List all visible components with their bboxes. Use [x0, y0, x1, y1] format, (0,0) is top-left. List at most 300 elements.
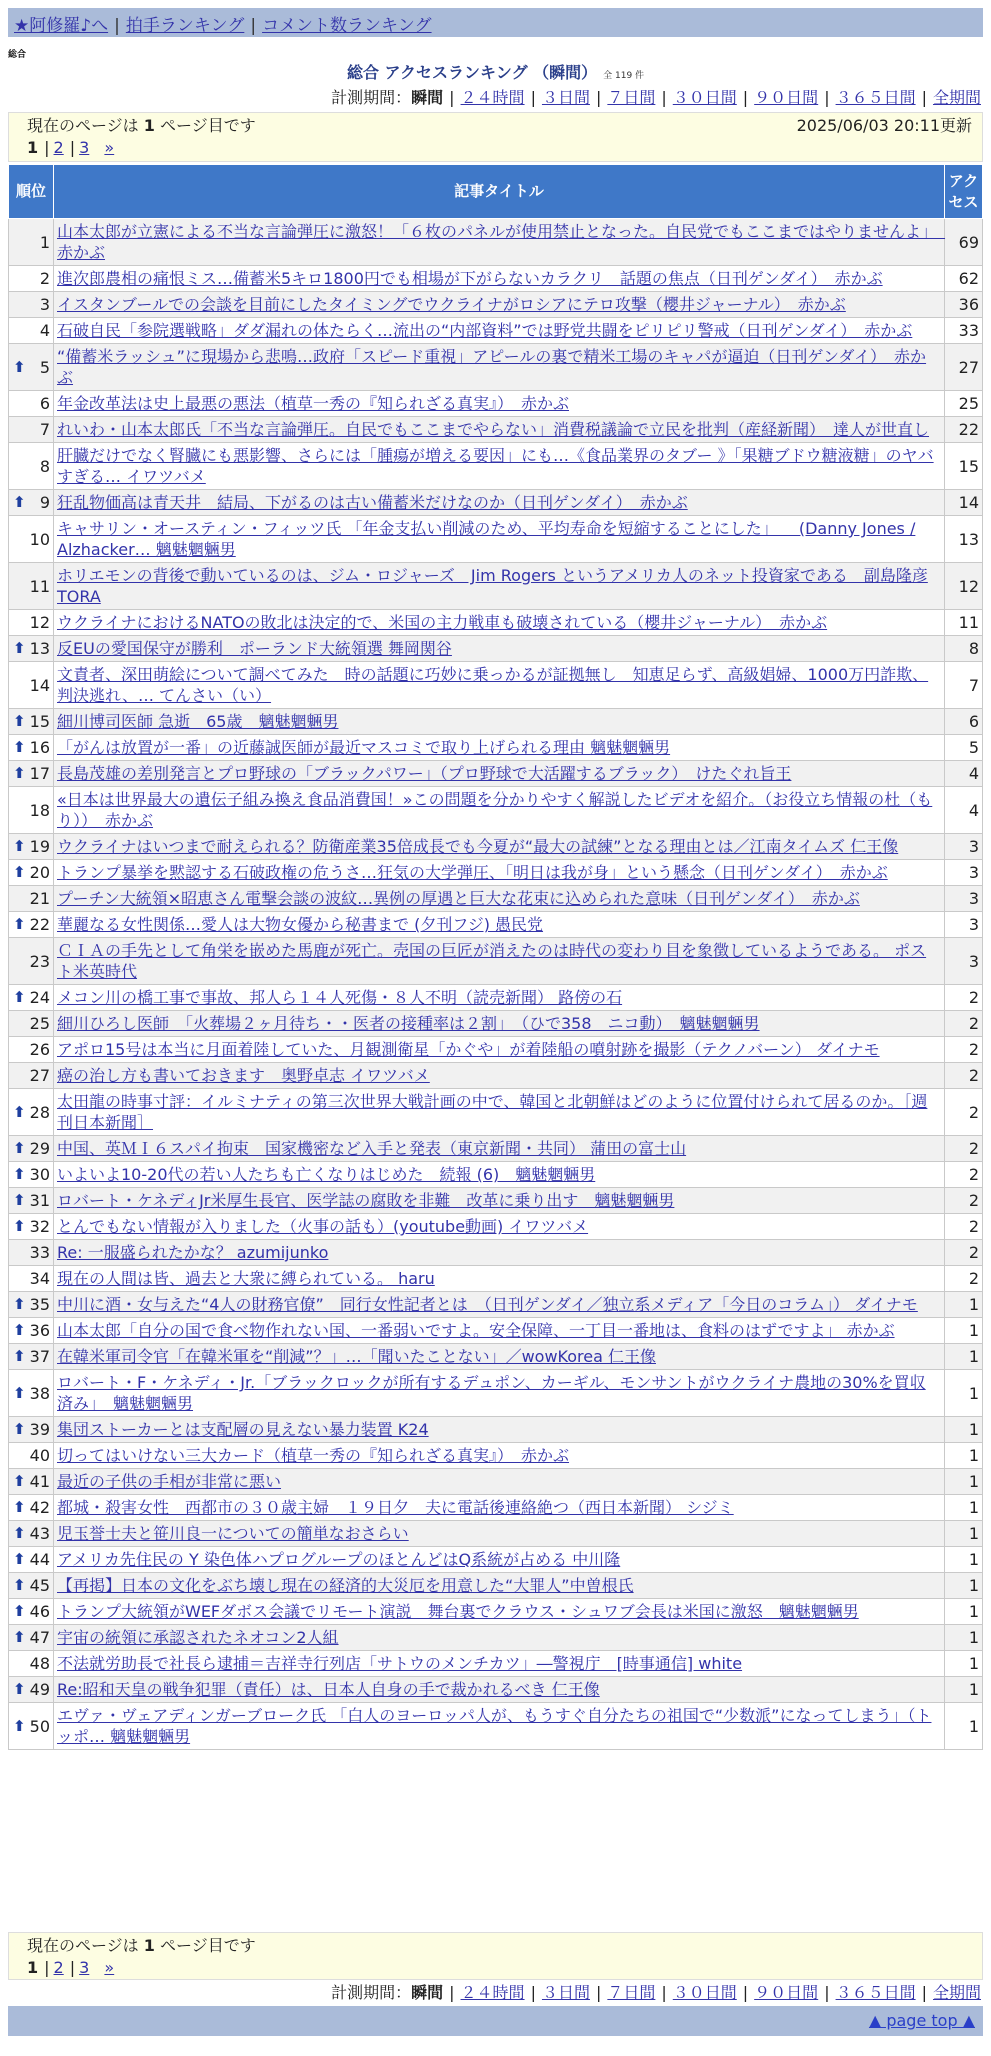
table-row [9, 1136, 983, 1162]
bottom-bar [8, 2006, 983, 2036]
article-title-link[interactable]: 「がんは放置が一番」の近藤誠医師が最近マスコミで取り上げられる理由 魑魅魍魎男 [57, 738, 671, 757]
period-separator: | [921, 1983, 927, 2002]
article-title-link[interactable]: ロバート・ケネディJr米厚生長官、医学誌の腐敗を非難 改革に乗り出す 魑魅魍魎男 [57, 1191, 675, 1210]
article-title-link[interactable]: プーチン大統領×昭恵さん電撃会談の波紋…異例の厚遇と巨大な花束に込められた意味（日刊ゲンダイ） 赤かぶ [57, 889, 860, 908]
article-title-link[interactable]: 都城・殺害女性 西都市の３０歳主婦 １９日夕 夫に電話後連絡絶つ（西日本新聞） シジミ [57, 1498, 734, 1517]
arrow-up-icon: ⬆ [13, 357, 26, 376]
rank-cell [9, 735, 54, 761]
rank-cell [9, 662, 54, 709]
updated-timestamp: 2025/06/03 20:11更新 [796, 116, 972, 135]
pager-status-page: 1 [143, 116, 155, 135]
article-title-link[interactable]: 児玉誉士夫と笹川良一についての簡単なおさらい [57, 1524, 409, 1543]
article-title-link[interactable]: Re:昭和天皇の戦争犯罪（責任）は、日本人自身の手で裁かれるべき 仁王像 [57, 1680, 600, 1699]
table-row [9, 1703, 983, 1750]
arrow-up-icon: ⬆ [13, 712, 26, 730]
page-separator: | [44, 1958, 50, 1977]
page-link-2[interactable]: 2 [53, 1958, 64, 1977]
period-separator: | [530, 88, 536, 107]
title-cell [54, 709, 945, 735]
article-title-link[interactable]: 肝臓だけでなく腎臓にも悪影響、さらには「腫瘍が増える要因」にも…《食品業界のタブー 》「果糖ブドウ糖液糖」のヤバすぎる… イワツバメ [57, 446, 934, 486]
access-count: 2 [945, 1214, 983, 1240]
period-link-1[interactable]: ３日間 [541, 1983, 590, 2002]
rank-number: 15 [29, 712, 50, 731]
pager-status-post: ページ目です [160, 1936, 256, 1955]
table-row [9, 1188, 983, 1214]
table-row [9, 1089, 983, 1136]
rank-number: 50 [29, 1716, 50, 1736]
period-link-5[interactable]: ３６５日間 [835, 88, 916, 107]
rank-cell [9, 443, 54, 490]
title-cell [54, 1162, 945, 1188]
access-count: 2 [945, 1136, 983, 1162]
period-link-4[interactable]: ９０日間 [754, 88, 819, 107]
arrow-up-icon: ⬆ [13, 988, 26, 1006]
header-rank: 順位 [9, 165, 54, 219]
article-title-link[interactable]: 現在の人間は皆、過去と大衆に縛られている。 haru [57, 1269, 435, 1288]
page-separator: | [69, 138, 76, 157]
access-count: 1 [945, 1521, 983, 1547]
article-title-link[interactable]: 文責者、深田萌絵について調べてみた 時の話題に巧妙に乗っかるが証拠無し 知恵足らず、高級娼婦、1000万円詐欺、判決逃れ、… てんさい（い） [57, 665, 929, 705]
access-count: 7 [945, 662, 983, 709]
article-title-link[interactable]: 進次郎農相の痛恨ミス…備蓄米5キロ1800円でも相場が下がらないカラクリ 話題の焦点（日刊ゲンダイ） 赤かぶ [57, 269, 883, 288]
access-count: 15 [945, 443, 983, 490]
rank-cell [9, 1469, 54, 1495]
page-current: 1 [27, 1958, 39, 1977]
table-row [9, 318, 983, 344]
title-cell [54, 662, 945, 709]
article-title-link[interactable]: 【再掲】日本の文化をぶち壊し現在の経済的大災厄を用意した“大罪人”中曽根氏 [57, 1576, 634, 1595]
page-next-link[interactable]: » [104, 138, 115, 157]
article-title-link[interactable]: «日本は世界最大の遺伝子組み換え食品消費国！»この問題を分かりやすく解説したビデオを紹介。（お役立ち情報の杜（もり）） 赤かぶ [57, 790, 933, 830]
title-cell [54, 860, 945, 886]
rank-cell [9, 1214, 54, 1240]
arrow-up-icon: ⬆ [13, 1602, 26, 1620]
rank-number: 49 [29, 1680, 50, 1699]
article-title-link[interactable]: 狂乱物価高は青天井 結局、下がるのは古い備蓄米だけなのか（日刊ゲンダイ） 赤かぶ [57, 493, 688, 512]
rank-number: 34 [29, 1269, 50, 1288]
page-next-link[interactable]: » [104, 1958, 115, 1977]
article-title-link[interactable]: 細川博司医師 急逝 65歳 魑魅魍魎男 [57, 712, 339, 731]
rank-cell [9, 1599, 54, 1625]
table-row [9, 266, 983, 292]
article-title-link[interactable]: 集団ストーカーとは支配層の見えない暴力装置 K24 [57, 1420, 429, 1439]
title-cell [54, 1573, 945, 1599]
rank-cell [9, 1318, 54, 1344]
period-link-2[interactable]: ７日間 [607, 1983, 656, 2002]
article-title-link[interactable]: ホリエモンの背後で動いているのは、ジム・ロジャーズ Jim Rogers というアメリカ人のネット投資家である 副島隆彦 TORA [57, 566, 928, 606]
article-title-link[interactable]: 年金改革法は史上最悪の悪法（植草一秀の『知られざる真実』） 赤かぶ [57, 394, 570, 413]
total-count: 全 119 件 [603, 71, 645, 81]
article-title-link[interactable]: メコン川の橋工事で事故、邦人ら１４人死傷・８人不明（読売新聞） 路傍の石 [57, 988, 623, 1007]
title-cell [54, 563, 945, 610]
table-row [9, 1162, 983, 1188]
rank-cell [9, 1344, 54, 1370]
title-cell [54, 886, 945, 912]
table-row [9, 1677, 983, 1703]
rank-number: 1 [39, 232, 50, 252]
article-title-link[interactable]: れいわ・山本太郎氏「不当な言論弾圧。自民でもここまでやらない」消費税議論で立民を批判（産経新聞） 達人が世直し [57, 420, 930, 439]
table-row [9, 1292, 983, 1318]
arrow-up-icon: ⬆ [13, 1628, 26, 1646]
rank-cell [9, 1188, 54, 1214]
article-title-link[interactable]: いよいよ10-20代の若い人たちも亡くなりはじめた 続報 (6) 魑魅魍魎男 [57, 1165, 596, 1184]
rank-number: 45 [29, 1576, 50, 1595]
rank-cell [9, 318, 54, 344]
period-link-4[interactable]: ９０日間 [754, 1983, 819, 2002]
article-title-link[interactable]: アメリカ先住民の Y 染色体ハプログループのほとんどはQ系統が占める 中川隆 [57, 1550, 621, 1569]
title-cell [54, 266, 945, 292]
table-row [9, 985, 983, 1011]
ranking-title-text: 総合 アクセスランキング （瞬間） [346, 63, 598, 82]
rank-cell [9, 938, 54, 985]
access-count: 1 [945, 1292, 983, 1318]
period-separator: | [661, 88, 667, 107]
rank-number: 25 [29, 1014, 50, 1033]
access-count: 1 [945, 1344, 983, 1370]
access-count: 1 [945, 1318, 983, 1344]
rank-cell [9, 1521, 54, 1547]
access-count: 4 [945, 787, 983, 834]
arrow-up-icon: ⬆ [13, 1472, 26, 1490]
header-access: アクセス [945, 165, 983, 219]
access-count: 1 [945, 1370, 983, 1417]
rank-number: 17 [29, 764, 50, 783]
arrow-up-icon: ⬆ [13, 1524, 26, 1542]
rank-number: 40 [29, 1446, 50, 1465]
access-count: 2 [945, 1240, 983, 1266]
article-title-link[interactable]: トランプ暴挙を黙認する石破政権の危うさ…狂気の大学弾圧、「明日は我が身」という懸念（日刊ゲンダイ） 赤かぶ [57, 863, 888, 882]
period-link-6[interactable]: 全期間 [932, 1983, 981, 2002]
pager-status-pre: 現在のページは [27, 116, 139, 135]
article-title-link[interactable]: エヴァ・ヴェアディンガーブローク氏 「白人のヨーロッパ人が、もうすぐ自分たちの祖国で“少数派”になってしまう」（トッポ… 魑魅魍魎男 [57, 1706, 932, 1746]
arrow-up-icon: ⬆ [13, 1498, 26, 1516]
period-separator: | [824, 1983, 830, 2002]
rank-cell [9, 709, 54, 735]
period-link-6[interactable]: 全期間 [932, 88, 981, 107]
access-count: 1 [945, 1443, 983, 1469]
article-title-link[interactable]: ウクライナはいつまで耐えられる？防衛産業35倍成長でも今夏が“最大の試練”となる理由とは／江南タイムズ 仁王像 [57, 837, 899, 856]
home-link[interactable]: ★阿修羅♪へ [14, 16, 109, 36]
table-row [9, 1214, 983, 1240]
title-cell [54, 761, 945, 787]
period-separator: | [661, 1983, 667, 2002]
rank-number: 6 [39, 394, 50, 413]
table-row [9, 219, 983, 266]
access-count: 22 [945, 417, 983, 443]
title-cell [54, 1089, 945, 1136]
period-separator: | [530, 1983, 536, 2002]
access-count: 33 [945, 318, 983, 344]
page-link-2[interactable]: 2 [53, 138, 64, 157]
table-row [9, 1469, 983, 1495]
article-title-link[interactable]: 反EUの愛国保守が勝利 ポーランド大統領選 舞岡関谷 [57, 639, 452, 658]
access-count: 2 [945, 1063, 983, 1089]
article-title-link[interactable]: イスタンブールでの会談を目前にしたタイミングでウクライナがロシアにテロ攻撃（櫻井ジャーナル） 赤かぶ [57, 295, 846, 314]
table-row [9, 1573, 983, 1599]
title-cell [54, 1521, 945, 1547]
rank-number: 10 [29, 529, 50, 549]
rank-cell [9, 1573, 54, 1599]
title-cell [54, 443, 945, 490]
article-title-link[interactable]: Re: 一服盛られたかな？ azumijunko [57, 1243, 329, 1262]
rank-number: 14 [29, 675, 50, 695]
title-cell [54, 1625, 945, 1651]
rank-number: 4 [39, 321, 50, 340]
arrow-up-icon: ⬆ [13, 1680, 26, 1698]
period-link-0[interactable]: ２４時間 [460, 1983, 525, 2002]
access-count: 2 [945, 1162, 983, 1188]
table-row [9, 516, 983, 563]
rank-cell [9, 1162, 54, 1188]
category-label: 総合 [8, 50, 27, 60]
rank-cell [9, 292, 54, 318]
period-separator: | [921, 88, 927, 107]
table-row [9, 344, 983, 391]
table-row [9, 912, 983, 938]
article-title-link[interactable]: 細川ひろし医師 「火葬場２ヶ月待ち・・医者の接種率は２割」 （ひで358 ニコ動） 魑魅魍魎男 [57, 1014, 760, 1033]
arrow-up-icon: ⬆ [13, 1576, 26, 1594]
article-title-link[interactable]: 山本太郎が立憲による不当な言論弾圧に激怒！「６枚のパネルが使用禁止となった。自民党でもここまではやりませんよ」 赤かぶ [57, 222, 946, 262]
access-count: 3 [945, 860, 983, 886]
page-link-3[interactable]: 3 [79, 138, 90, 157]
title-cell [54, 1469, 945, 1495]
table-row [9, 1318, 983, 1344]
rank-cell [9, 1292, 54, 1318]
access-count: 1 [945, 1703, 983, 1750]
pager-status-row [27, 1935, 972, 1957]
rank-cell [9, 761, 54, 787]
period-current: 瞬間 [411, 88, 444, 107]
access-count: 2 [945, 1011, 983, 1037]
table-row [9, 938, 983, 985]
rank-number: 39 [29, 1420, 50, 1439]
article-title-link[interactable]: 山本太郎「自分の国で食べ物作れない国、一番弱いですよ。安全保障、一丁目一番地は、食料のはずですよ」 赤かぶ [57, 1321, 895, 1340]
table-row [9, 636, 983, 662]
title-cell [54, 1344, 945, 1370]
period-link-3[interactable]: ３０日間 [672, 88, 737, 107]
arrow-up-icon: ⬆ [13, 738, 26, 756]
arrow-up-icon: ⬆ [13, 1139, 26, 1157]
period-selector-top [331, 85, 981, 108]
arrow-up-icon: ⬆ [13, 1102, 26, 1121]
rank-number: 36 [29, 1321, 50, 1340]
article-title-link[interactable]: 在韓米軍司令官「在韓米軍を“削減”？」…「聞いたことない」／wowKorea 仁王像 [57, 1347, 656, 1366]
arrow-up-icon: ⬆ [13, 1165, 26, 1183]
access-count: 2 [945, 1037, 983, 1063]
pager-links [27, 137, 972, 159]
rank-number: 33 [29, 1243, 50, 1262]
page-link-3[interactable]: 3 [79, 1958, 90, 1977]
table-row [9, 1417, 983, 1443]
article-title-link[interactable]: 長島茂雄の差別発言とプロ野球の「ブラックパワー」（プロ野球で大活躍するブラック） けたぐれ旨王 [57, 764, 792, 783]
period-separator: | [595, 88, 602, 107]
arrow-up-icon: ⬆ [13, 1191, 26, 1209]
title-cell [54, 1443, 945, 1469]
rank-cell [9, 787, 54, 834]
rank-cell [9, 1703, 54, 1750]
period-link-3[interactable]: ３０日間 [672, 1983, 737, 2002]
table-row [9, 735, 983, 761]
period-separator: | [742, 1983, 749, 2002]
period-separator: | [824, 88, 830, 107]
title-cell [54, 417, 945, 443]
period-link-2[interactable]: ７日間 [607, 88, 656, 107]
rank-cell [9, 912, 54, 938]
rank-cell [9, 886, 54, 912]
period-link-5[interactable]: ３６５日間 [835, 1983, 916, 2002]
article-title-link[interactable]: 不法就労助長で社長ら逮捕＝吉祥寺行列店「サトウのメンチカツ」―警視庁 [時事通信] white [57, 1654, 743, 1673]
access-count: 3 [945, 886, 983, 912]
article-title-link[interactable]: キャサリン・オースティン・フィッツ氏 「年金支払い削減のため、平均寿命を短縮することにした」 (Danny Jones / Alzhacker… 魑魅魍魎男 [57, 519, 916, 559]
rank-number: 35 [29, 1295, 50, 1314]
rank-number: 22 [29, 915, 50, 934]
table-row [9, 834, 983, 860]
rank-number: 38 [29, 1383, 50, 1403]
access-count: 11 [945, 610, 983, 636]
rank-cell [9, 1370, 54, 1417]
rank-number: 37 [29, 1347, 50, 1366]
access-count: 1 [945, 1651, 983, 1677]
clap-ranking-link[interactable]: 拍手ランキング [125, 16, 245, 36]
access-count: 14 [945, 490, 983, 516]
table-row [9, 1651, 983, 1677]
rank-cell [9, 860, 54, 886]
article-title-link[interactable]: ＣＩＡの手先として角栄を嵌めた馬鹿が死亡。売国の巨匠が消えたのは時代の変わり目を象徴しているようである。 ポスト米英時代 [57, 941, 927, 981]
rank-number: 23 [29, 951, 50, 971]
rank-number: 5 [39, 357, 50, 377]
table-row [9, 1063, 983, 1089]
table-row [9, 292, 983, 318]
rank-number: 47 [29, 1628, 50, 1647]
table-row [9, 1037, 983, 1063]
access-count: 1 [945, 1573, 983, 1599]
article-title-link[interactable]: トランプ大統領がWEFダボス会議でリモート演説 舞台裏でクラウス・シュワブ会長は米国に激怒 魑魅魍魎男 [57, 1602, 859, 1621]
rank-cell [9, 1443, 54, 1469]
rank-number: 20 [29, 863, 50, 882]
arrow-up-icon: ⬆ [13, 1716, 26, 1735]
pager-status-pre: 現在のページは [27, 1936, 139, 1955]
access-count: 1 [945, 1677, 983, 1703]
rank-number: 48 [29, 1654, 50, 1673]
rank-number: 16 [29, 738, 50, 757]
article-title-link[interactable]: 石破自民「参院選戦略」ダダ漏れの体たらく…流出の“内部資料”では野党共闘をピリピリ警戒（日刊ゲンダイ） 赤かぶ [57, 321, 913, 340]
rank-cell [9, 344, 54, 391]
title-cell [54, 344, 945, 391]
title-cell [54, 1063, 945, 1089]
table-row [9, 490, 983, 516]
table-row [9, 709, 983, 735]
comment-ranking-link[interactable]: コメント数ランキング [262, 16, 432, 36]
table-row [9, 1240, 983, 1266]
article-title-link[interactable]: 癌の治し方も書いておきます 奥野卓志 イワツバメ [57, 1066, 430, 1085]
rank-number: 12 [29, 613, 50, 632]
table-row [9, 1011, 983, 1037]
access-count: 36 [945, 292, 983, 318]
pager-links [27, 1957, 972, 1979]
page-separator: | [69, 1958, 76, 1977]
article-title-link[interactable]: ウクライナにおけるNATOの敗北は決定的で、米国の主力戦車も破壊されている（櫻井ジャーナル） 赤かぶ [57, 613, 828, 632]
ranking-table [8, 164, 983, 1750]
period-separator: | [449, 1983, 455, 2002]
table-row [9, 1625, 983, 1651]
title-cell [54, 1417, 945, 1443]
rank-number: 7 [39, 420, 50, 439]
period-separator: | [742, 88, 749, 107]
article-title-link[interactable]: とんでもない情報が入りました（火事の話も）(youtube動画) イワツバメ [57, 1217, 589, 1236]
rank-number: 31 [29, 1191, 50, 1210]
ranking-table-body [9, 219, 983, 1750]
access-count: 1 [945, 1625, 983, 1651]
rank-number: 44 [29, 1550, 50, 1569]
access-count: 1 [945, 1547, 983, 1573]
page-top-link[interactable]: ▲ page top ▲ [868, 2011, 975, 2030]
period-separator: | [595, 1983, 602, 2002]
access-count: 8 [945, 636, 983, 662]
access-count: 25 [945, 391, 983, 417]
access-count: 2 [945, 1188, 983, 1214]
article-title-link[interactable]: 太田龍の時事寸評：イルミナティの第三次世界大戦計画の中で、韓国と北朝鮮はどのように位置付けられて居るのか。［週刊日本新聞］ [57, 1092, 928, 1132]
article-title-link[interactable]: 中国、英ＭＩ６スパイ拘束 国家機密など入手と発表（東京新聞・共同） 蒲田の富士山 [57, 1139, 687, 1158]
arrow-up-icon: ⬆ [13, 1347, 26, 1365]
title-cell [54, 1214, 945, 1240]
rank-number: 43 [29, 1524, 50, 1543]
title-cell [54, 1037, 945, 1063]
title-cell [54, 1011, 945, 1037]
rank-cell [9, 1011, 54, 1037]
table-row [9, 610, 983, 636]
rank-cell [9, 563, 54, 610]
access-count: 1 [945, 1495, 983, 1521]
rank-number: 2 [39, 269, 50, 288]
article-title-link[interactable]: 中川に酒・女与えた“4人の財務官僚” 同行女性記者とは （日刊ゲンダイ／独立系メディア「今日のコラム」） ダイナモ [57, 1295, 918, 1314]
article-title-link[interactable]: ロバート・F・ケネディ・Jr.「ブラックロックが所有するデュポン、カーギル、モンサントがウクライナ農地の30%を買収済み」 魑魅魍魎男 [57, 1373, 926, 1413]
article-title-link[interactable]: “備蓄米ラッシュ”に現場から悲鳴…政府「スピード重視」アピールの裏で精米工場のキャパが逼迫（日刊ゲンダイ） 赤かぶ [57, 347, 927, 387]
arrow-up-icon: ⬆ [13, 1550, 26, 1568]
article-title-link[interactable]: 最近の子供の手相が非常に悪い [57, 1472, 282, 1491]
table-row [9, 1599, 983, 1625]
pager-status-post: ページ目です [160, 116, 256, 135]
article-title-link[interactable]: アポロ15号は本当に月面着陸していた、月観測衛星「かぐや」が着陸船の噴射跡を撮影（テクノバーン） ダイナモ [57, 1040, 880, 1059]
ranking-title [0, 60, 991, 83]
arrow-up-icon: ⬆ [13, 493, 26, 511]
table-row [9, 417, 983, 443]
period-link-1[interactable]: ３日間 [541, 88, 590, 107]
header-title: 記事タイトル [54, 165, 945, 219]
rank-cell [9, 1417, 54, 1443]
access-count: 2 [945, 985, 983, 1011]
title-cell [54, 391, 945, 417]
rank-cell [9, 1651, 54, 1677]
table-row [9, 1495, 983, 1521]
page-separator [91, 1958, 104, 1977]
title-cell [54, 834, 945, 860]
title-cell [54, 1547, 945, 1573]
rank-cell [9, 1136, 54, 1162]
article-title-link[interactable]: 切ってはいけない三大カード（植草一秀の『知られざる真実』） 赤かぶ [57, 1446, 570, 1465]
rank-number: 21 [29, 889, 50, 908]
article-title-link[interactable]: 宇宙の統領に承認されたネオコン2人組 [57, 1628, 339, 1647]
arrow-up-icon: ⬆ [13, 863, 26, 881]
article-title-link[interactable]: 華麗なる女性関係…愛人は大物女優から秘書まで (夕刊フジ) 愚民党 [57, 915, 544, 934]
period-label: 計測期間： [331, 1983, 412, 2002]
rank-number: 9 [39, 493, 50, 512]
title-cell [54, 787, 945, 834]
period-link-0[interactable]: ２４時間 [460, 88, 525, 107]
rank-number: 28 [29, 1102, 50, 1122]
rank-cell [9, 1037, 54, 1063]
arrow-up-icon: ⬆ [13, 1321, 26, 1339]
title-cell [54, 912, 945, 938]
